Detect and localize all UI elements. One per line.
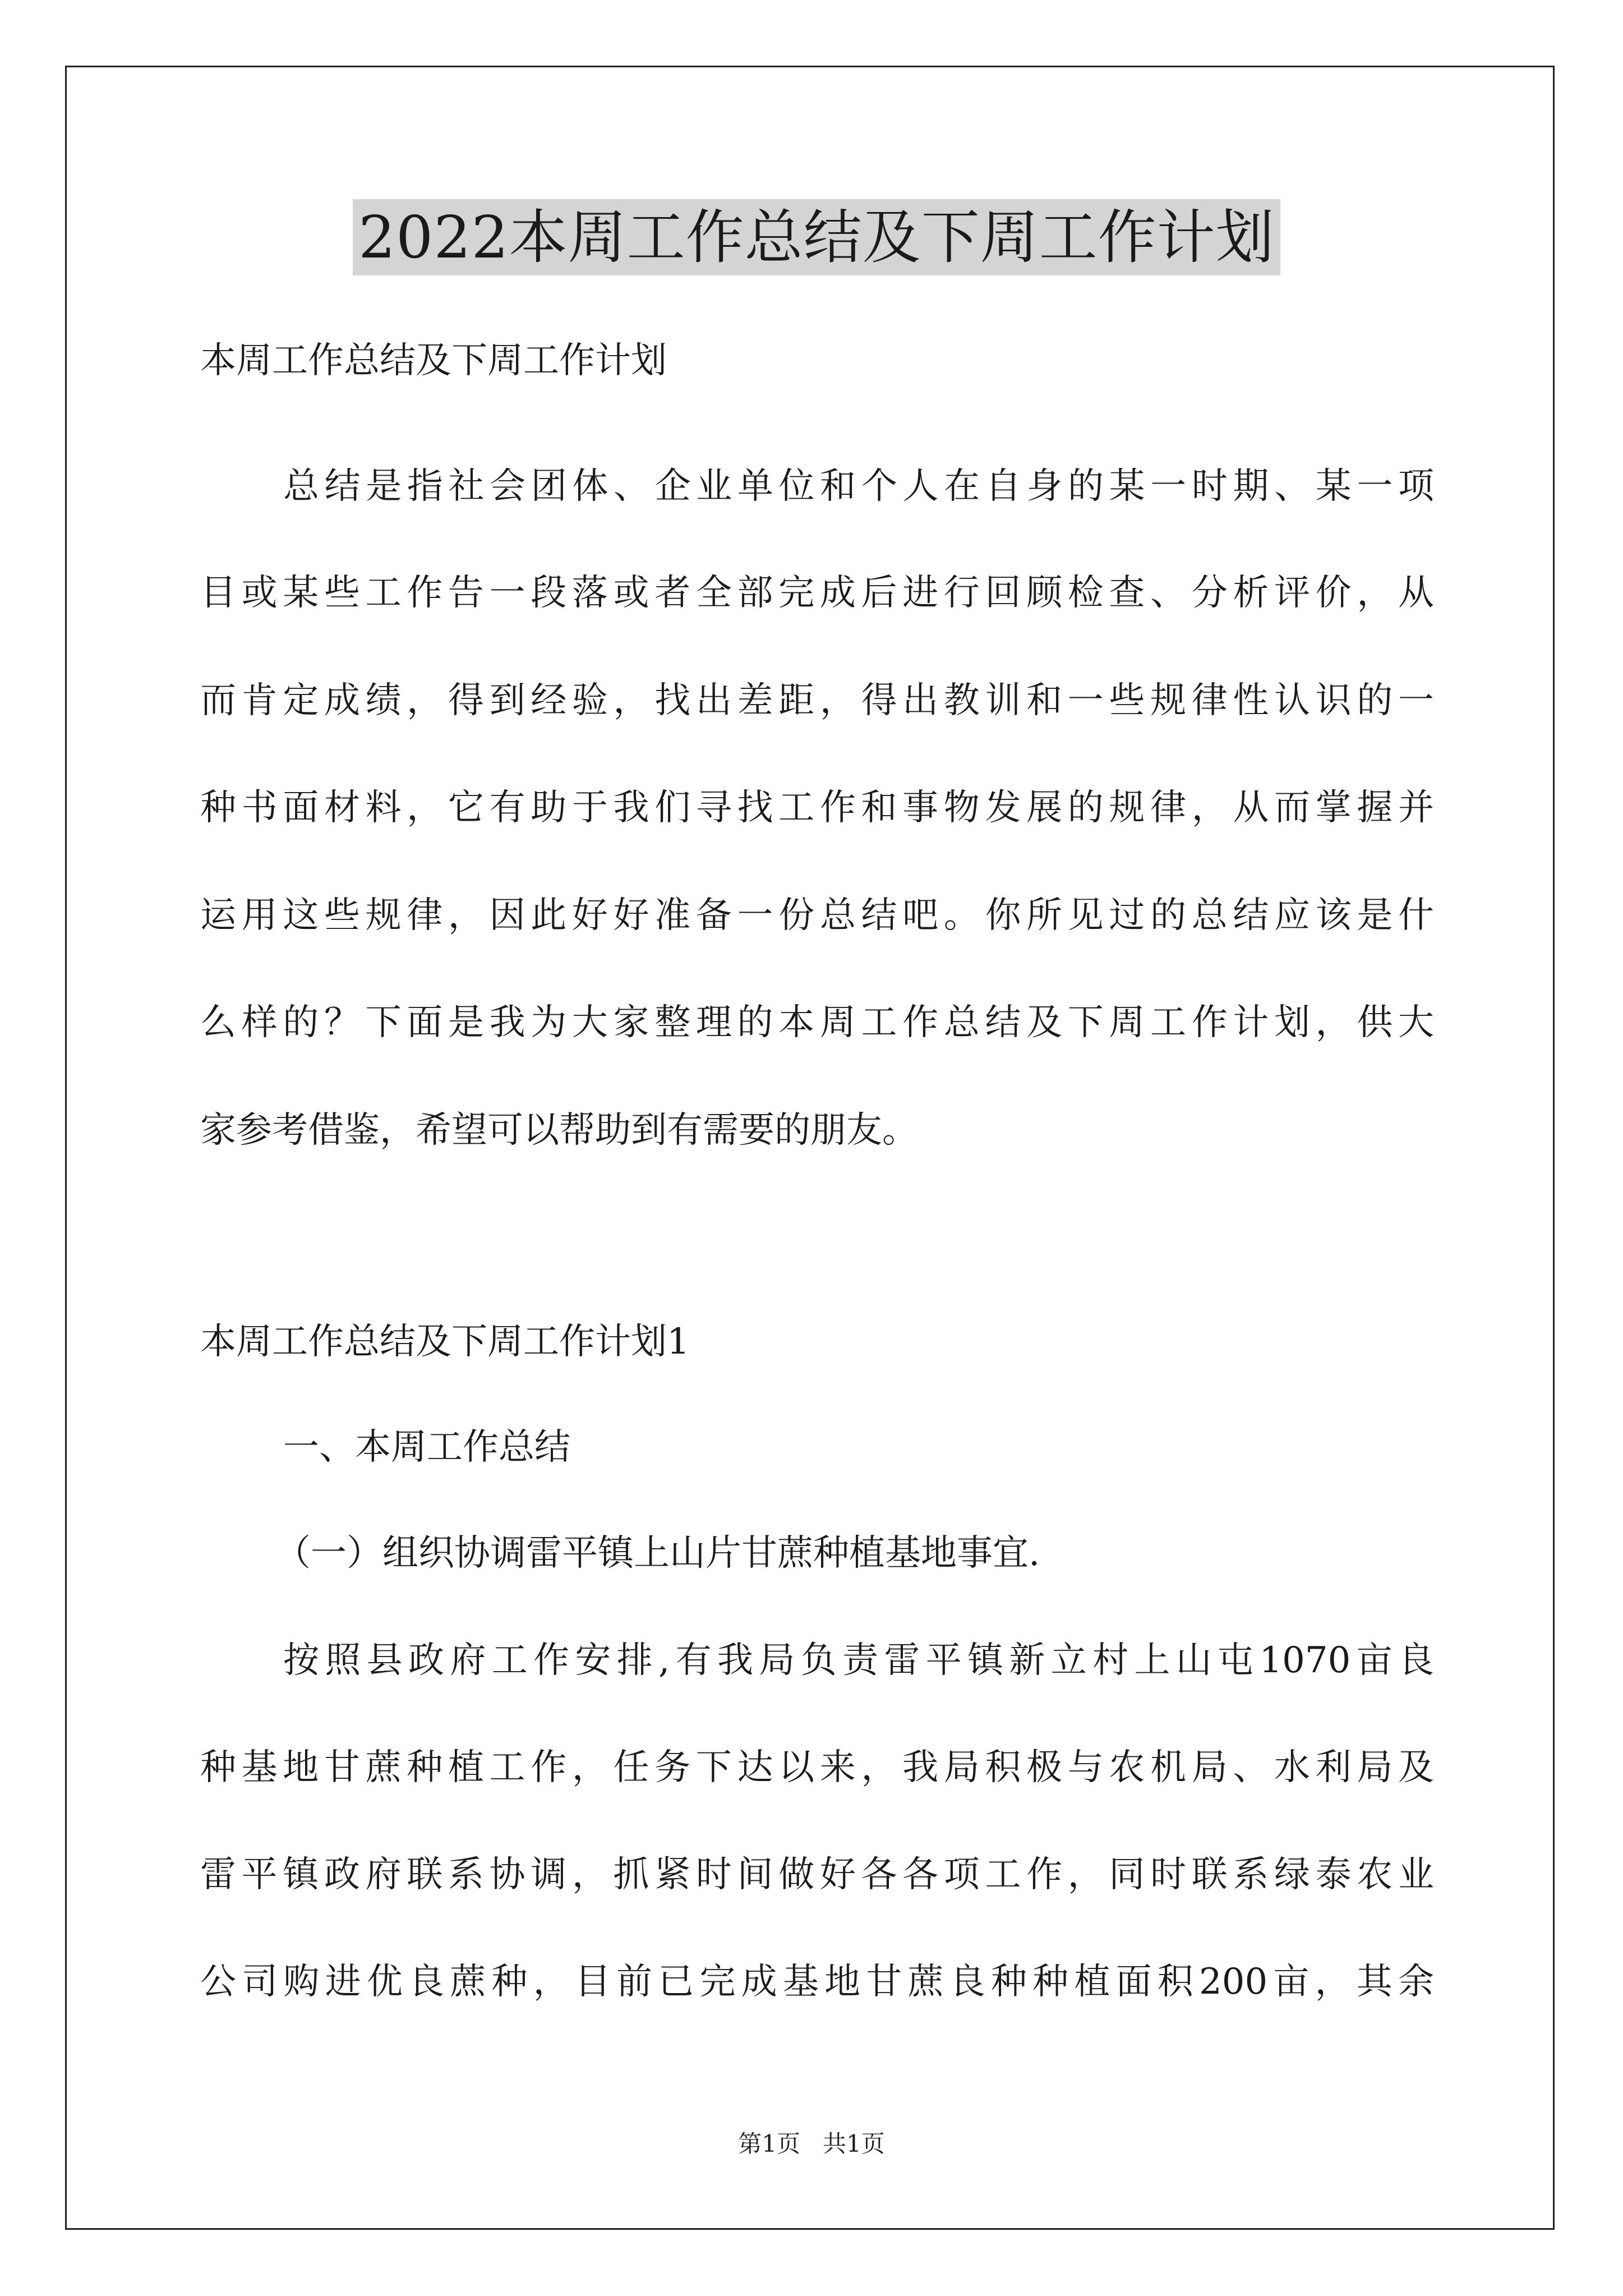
document-subtitle: 本周工作总结及下周工作计划 <box>200 340 667 381</box>
item-heading: （一）组织协调雷平镇上山片甘蔗种植基地事宜. <box>275 1533 1040 1574</box>
part-heading: 一、本周工作总结 <box>283 1427 570 1468</box>
intro-line: 而肯定成绩，得到经验，找出差距，得出教训和一些规律性认识的一 <box>200 680 1434 721</box>
body-line: 公司购进优良蔗种，目前已完成基地甘蔗良种种植面积200亩，其余 <box>200 1961 1434 2003</box>
intro-line: 么样的？下面是我为大家整理的本周工作总结及下周工作计划，供大 <box>200 1002 1434 1043</box>
intro-line: 目或某些工作告一段落或者全部完成后进行回顾检查、分析评价，从 <box>200 572 1434 614</box>
document-title: 2022本周工作总结及下周工作计划 <box>353 199 1280 275</box>
intro-line: 总结是指社会团体、企业单位和个人在自身的某一时期、某一项 <box>283 466 1434 507</box>
body-line: 种基地甘蔗种植工作，任务下达以来，我局积极与农机局、水利局及 <box>200 1747 1434 1788</box>
intro-line: 家参考借鉴，希望可以帮助到有需要的朋友。 <box>200 1110 918 1151</box>
page-footer: 第1页 共1页 <box>738 2130 885 2157</box>
body-line: 雷平镇政府联系协调，抓紧时间做好各各项工作，同时联系绿泰农业 <box>200 1854 1434 1895</box>
section-heading: 本周工作总结及下周工作计划1 <box>200 1321 690 1363</box>
intro-line: 种书面材料，它有助于我们寻找工作和事物发展的规律，从而掌握并 <box>200 787 1434 829</box>
body-line: 按照县政府工作安排,有我局负责雷平镇新立村上山屯1070亩良 <box>283 1640 1434 1681</box>
intro-line: 运用这些规律，因此好好准备一份总结吧。你所见过的总结应该是什 <box>200 895 1434 936</box>
